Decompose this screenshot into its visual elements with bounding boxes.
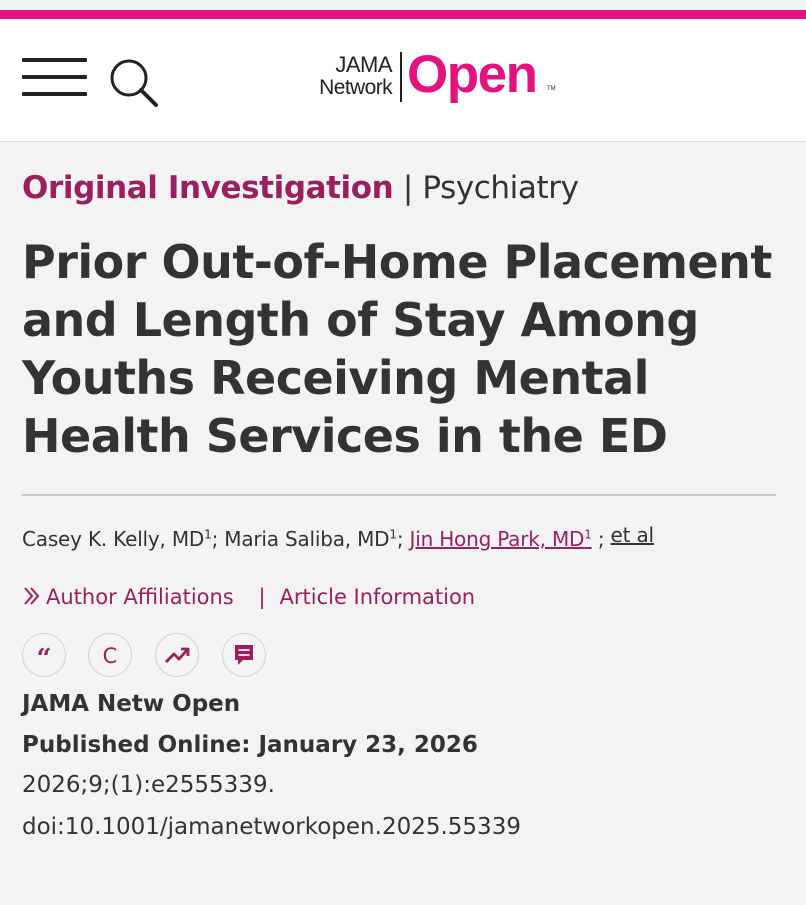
quote-icon bbox=[23, 634, 65, 676]
search-icon[interactable] bbox=[108, 57, 160, 109]
logo-jama: JAMA bbox=[335, 52, 392, 77]
copyright-icon bbox=[89, 634, 131, 676]
article-meta-links bbox=[22, 582, 475, 612]
comment-icon bbox=[223, 634, 265, 676]
logo-wordmark bbox=[300, 53, 392, 99]
author-link[interactable] bbox=[410, 527, 592, 551]
top-accent-bar bbox=[0, 10, 806, 19]
author-affiliations-label: Author Affiliations bbox=[46, 585, 234, 609]
logo-network: Network bbox=[319, 76, 392, 99]
author-separator: ; bbox=[211, 527, 219, 551]
article-type-link[interactable]: Original Investigation bbox=[22, 170, 394, 206]
author-separator: ; bbox=[597, 527, 605, 551]
hamburger-menu-icon[interactable] bbox=[22, 57, 88, 99]
logo-trademark: TM bbox=[547, 86, 556, 92]
svg-text:“: “ bbox=[36, 644, 52, 674]
title-divider bbox=[22, 494, 776, 496]
et-al-link[interactable]: et al bbox=[610, 523, 654, 547]
article-category bbox=[22, 168, 579, 208]
menu-line bbox=[22, 92, 87, 96]
citation-button[interactable] bbox=[22, 633, 66, 677]
journal-name: JAMA Netw Open bbox=[22, 691, 241, 717]
published-date: Published Online: January 23, 2026 bbox=[22, 732, 478, 758]
jama-network-open-logo[interactable] bbox=[300, 45, 562, 109]
citation-info: 2026;9;(1):e2555339. bbox=[22, 772, 275, 798]
author-separator: ; bbox=[396, 527, 404, 551]
article-information-link[interactable]: Article Information bbox=[279, 585, 476, 609]
metrics-button[interactable] bbox=[155, 633, 199, 677]
meta-links-separator: | bbox=[258, 585, 266, 609]
permissions-button[interactable] bbox=[88, 633, 132, 677]
author-list bbox=[22, 520, 654, 554]
doi: doi:10.1001/jamanetworkopen.2025.55339 bbox=[22, 814, 521, 840]
affiliation-marker: 1 bbox=[389, 527, 397, 542]
affiliation-marker: 1 bbox=[584, 527, 592, 542]
menu-line bbox=[22, 75, 87, 79]
article-subject: Psychiatry bbox=[422, 170, 579, 206]
affiliation-marker: 1 bbox=[204, 527, 212, 542]
category-separator: | bbox=[402, 170, 413, 206]
logo-open: Open bbox=[407, 45, 537, 104]
author-name: Jin Hong Park, MD bbox=[409, 527, 585, 551]
author-name: Maria Saliba, MD bbox=[224, 527, 390, 551]
svg-text:C: C bbox=[102, 644, 118, 668]
comment-button[interactable] bbox=[222, 633, 266, 677]
trending-up-icon bbox=[156, 634, 198, 676]
menu-line bbox=[22, 58, 87, 62]
site-header bbox=[0, 19, 806, 142]
logo-divider bbox=[400, 52, 402, 102]
author-affiliations-link[interactable] bbox=[22, 585, 240, 609]
double-chevron-right-icon bbox=[22, 586, 42, 606]
article-title: Prior Out-of-Home Placement and Length of Stay Among Youths Receiving Mental Health Services in the ED bbox=[22, 235, 772, 463]
author-name: Casey K. Kelly, MD bbox=[22, 527, 205, 551]
